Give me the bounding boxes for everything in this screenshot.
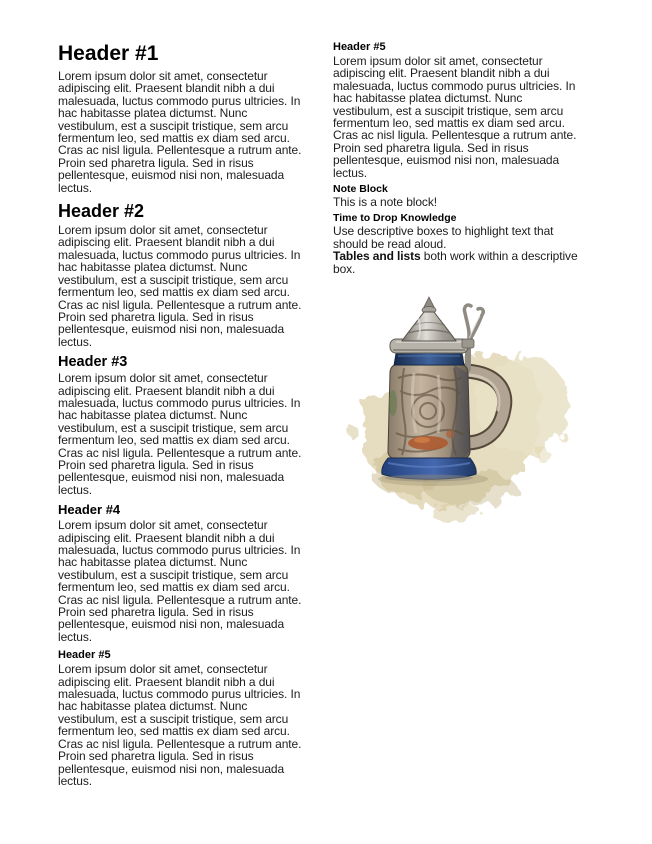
stein-thumb-lever [462, 305, 483, 348]
beer-stein-figure [338, 283, 642, 539]
heading-1: Header #1 [58, 42, 159, 65]
note-block-body: This is a note block! [333, 195, 437, 210]
tables-and-lists-rest: both work within a descriptive box. [333, 249, 578, 276]
stein-top-band [394, 353, 464, 365]
right-column [333, 41, 585, 275]
heading-4: Header #4 [58, 502, 121, 518]
heading-5-right: Header #5 [333, 41, 386, 53]
knowledge-heading: Time to Drop Knowledge [333, 212, 457, 225]
tables-and-lists-paragraph [333, 250, 585, 275]
lorem-paragraph-5: Lorem ipsum dolor sit amet, consectetur adipiscing elit. Praesent blandit nibh a dui malesuada, luctus commodo purus ultricies. In hac habitasse platea dictumst. Nunc vestibulum, est a suscipit tristique, sem arcu fermentum leo, sed mattis ex diam sed arcu. Cras ac nisl ligula. Pellentesque a rutrum ante. Proin sed pharetra ligula. Sed in risus pellentesque, euismod nisi non, malesuada lectus. [58, 662, 302, 788]
note-block-heading: Note Block [333, 183, 388, 196]
lorem-paragraph-2: Lorem ipsum dolor sit amet, consectetur adipiscing elit. Praesent blandit nibh a dui malesuada, luctus commodo purus ultricies. In hac habitasse platea dictumst. Nunc vestibulum, est a suscipit tristique, sem arcu fermentum leo, sed mattis ex diam sed arcu. Cras ac nisl ligula. Pellentesque a rutrum ante. Proin sed pharetra ligula. Sed in risus pellentesque, euismod nisi non, malesuada lectus. [58, 223, 302, 349]
stein-base [382, 458, 476, 482]
heading-3: Header #3 [58, 354, 128, 371]
lorem-paragraph-3: Lorem ipsum dolor sit amet, consectetur adipiscing elit. Praesent blandit nibh a dui malesuada, luctus commodo purus ultricies. In hac habitasse platea dictumst. Nunc vestibulum, est a suscipit tristique, sem arcu fermentum leo, sed mattis ex diam sed arcu. Cras ac nisl ligula. Pellentesque a rutrum ante. Proin sed pharetra ligula. Sed in risus pellentesque, euismod nisi non, malesuada lectus. [58, 371, 302, 497]
heading-2: Header #2 [58, 201, 145, 222]
lorem-paragraph-4: Lorem ipsum dolor sit amet, consectetur adipiscing elit. Praesent blandit nibh a dui malesuada, luctus commodo purus ultricies. In hac habitasse platea dictumst. Nunc vestibulum, est a suscipit tristique, sem arcu fermentum leo, sed mattis ex diam sed arcu. Cras ac nisl ligula. Pellentesque a rutrum ante. Proin sed pharetra ligula. Sed in risus pellentesque, euismod nisi non, malesuada lectus. [58, 518, 302, 644]
beer-stein-illustration [338, 283, 642, 539]
stein-lid [402, 297, 456, 341]
heading-5-left: Header #5 [58, 649, 111, 662]
stein-body [388, 365, 470, 458]
knowledge-body: Use descriptive boxes to highlight text that should be read aloud. [333, 224, 554, 251]
lorem-paragraph-6: Lorem ipsum dolor sit amet, consectetur adipiscing elit. Praesent blandit nibh a dui malesuada, luctus commodo purus ultricies. In hac habitasse platea dictumst. Nunc vestibulum, est a suscipit tristique, sem arcu fermentum leo, sed mattis ex diam sed arcu. Cras ac nisl ligula. Pellentesque a rutrum ante. Proin sed pharetra ligula. Sed in risus pellentesque, euismod nisi non, malesuada lectus. [333, 54, 577, 180]
lorem-paragraph-1: Lorem ipsum dolor sit amet, consectetur adipiscing elit. Praesent blandit nibh a dui malesuada, luctus commodo purus ultricies. In hac habitasse platea dictumst. Nunc vestibulum, est a suscipit tristique, sem arcu fermentum leo, sed mattis ex diam sed arcu. Cras ac nisl ligula. Pellentesque a rutrum ante. Proin sed pharetra ligula. Sed in risus pellentesque, euismod nisi non, malesuada lectus. [58, 69, 302, 195]
tables-and-lists-lead: Tables and lists [333, 249, 421, 264]
green-accent [389, 390, 397, 416]
left-column [58, 42, 310, 787]
